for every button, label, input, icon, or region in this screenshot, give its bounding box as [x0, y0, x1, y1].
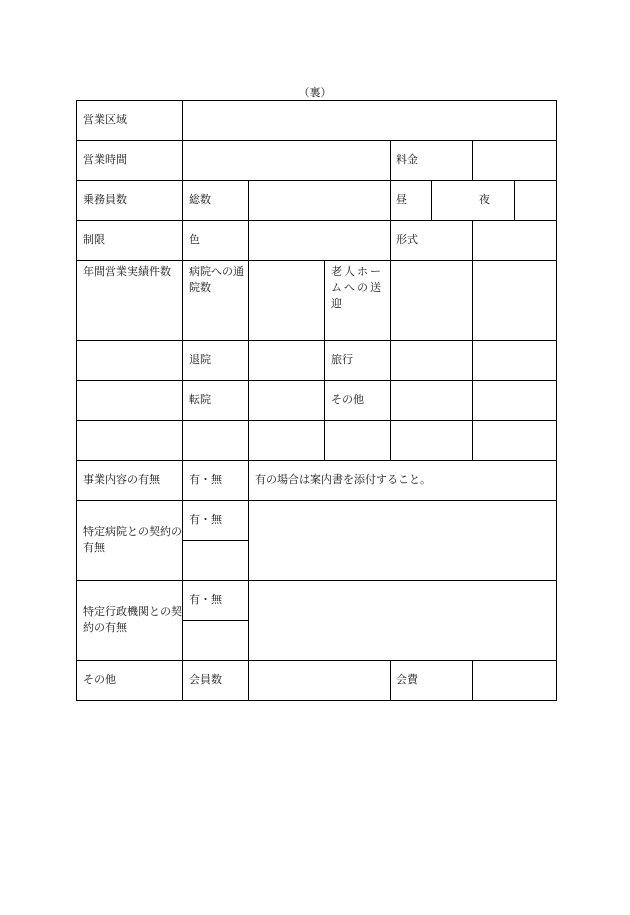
travel-label: 旅行: [331, 353, 353, 366]
discharge-label: 退院: [189, 353, 211, 366]
admin-contract-label: 特定行政機関との契約の有無: [83, 605, 182, 634]
nursing-home-label: 老人ホームへの送迎: [331, 265, 383, 310]
area-label: 営業区域: [83, 113, 127, 126]
other-label: その他: [83, 673, 116, 686]
application-form-table: [76, 100, 556, 700]
total-label: 総数: [189, 193, 211, 206]
annual-results-label: 年間営業実績件数: [83, 265, 171, 278]
crew-label: 乗務員数: [83, 193, 127, 206]
membership-fee-label: 会費: [396, 673, 418, 686]
hospital-contract-yes-no: 有・無: [189, 513, 222, 526]
day-label: 昼: [396, 193, 407, 206]
business-content-label: 事業内容の有無: [83, 473, 160, 486]
transfer-label: 転院: [189, 393, 211, 406]
admin-contract-yes-no: 有・無: [189, 593, 222, 606]
fee-label: 料金: [396, 153, 418, 166]
night-label: 夜: [479, 193, 490, 206]
page-heading: （裏）: [298, 86, 332, 99]
brochure-note: 有の場合は案内書を添付すること。: [255, 473, 431, 486]
members-label: 会員数: [189, 673, 222, 686]
limit-label: 制限: [83, 233, 105, 246]
format-label: 形式: [396, 233, 418, 246]
hospital-contract-label: 特定病院との契約の有無: [83, 525, 182, 554]
color-label: 色: [189, 233, 200, 246]
business-content-yes-no: 有・無: [189, 473, 222, 486]
hospital-visit-label: 病院への通院数: [189, 265, 244, 294]
hours-label: 営業時間: [83, 153, 127, 166]
other-item-label: その他: [331, 393, 364, 406]
